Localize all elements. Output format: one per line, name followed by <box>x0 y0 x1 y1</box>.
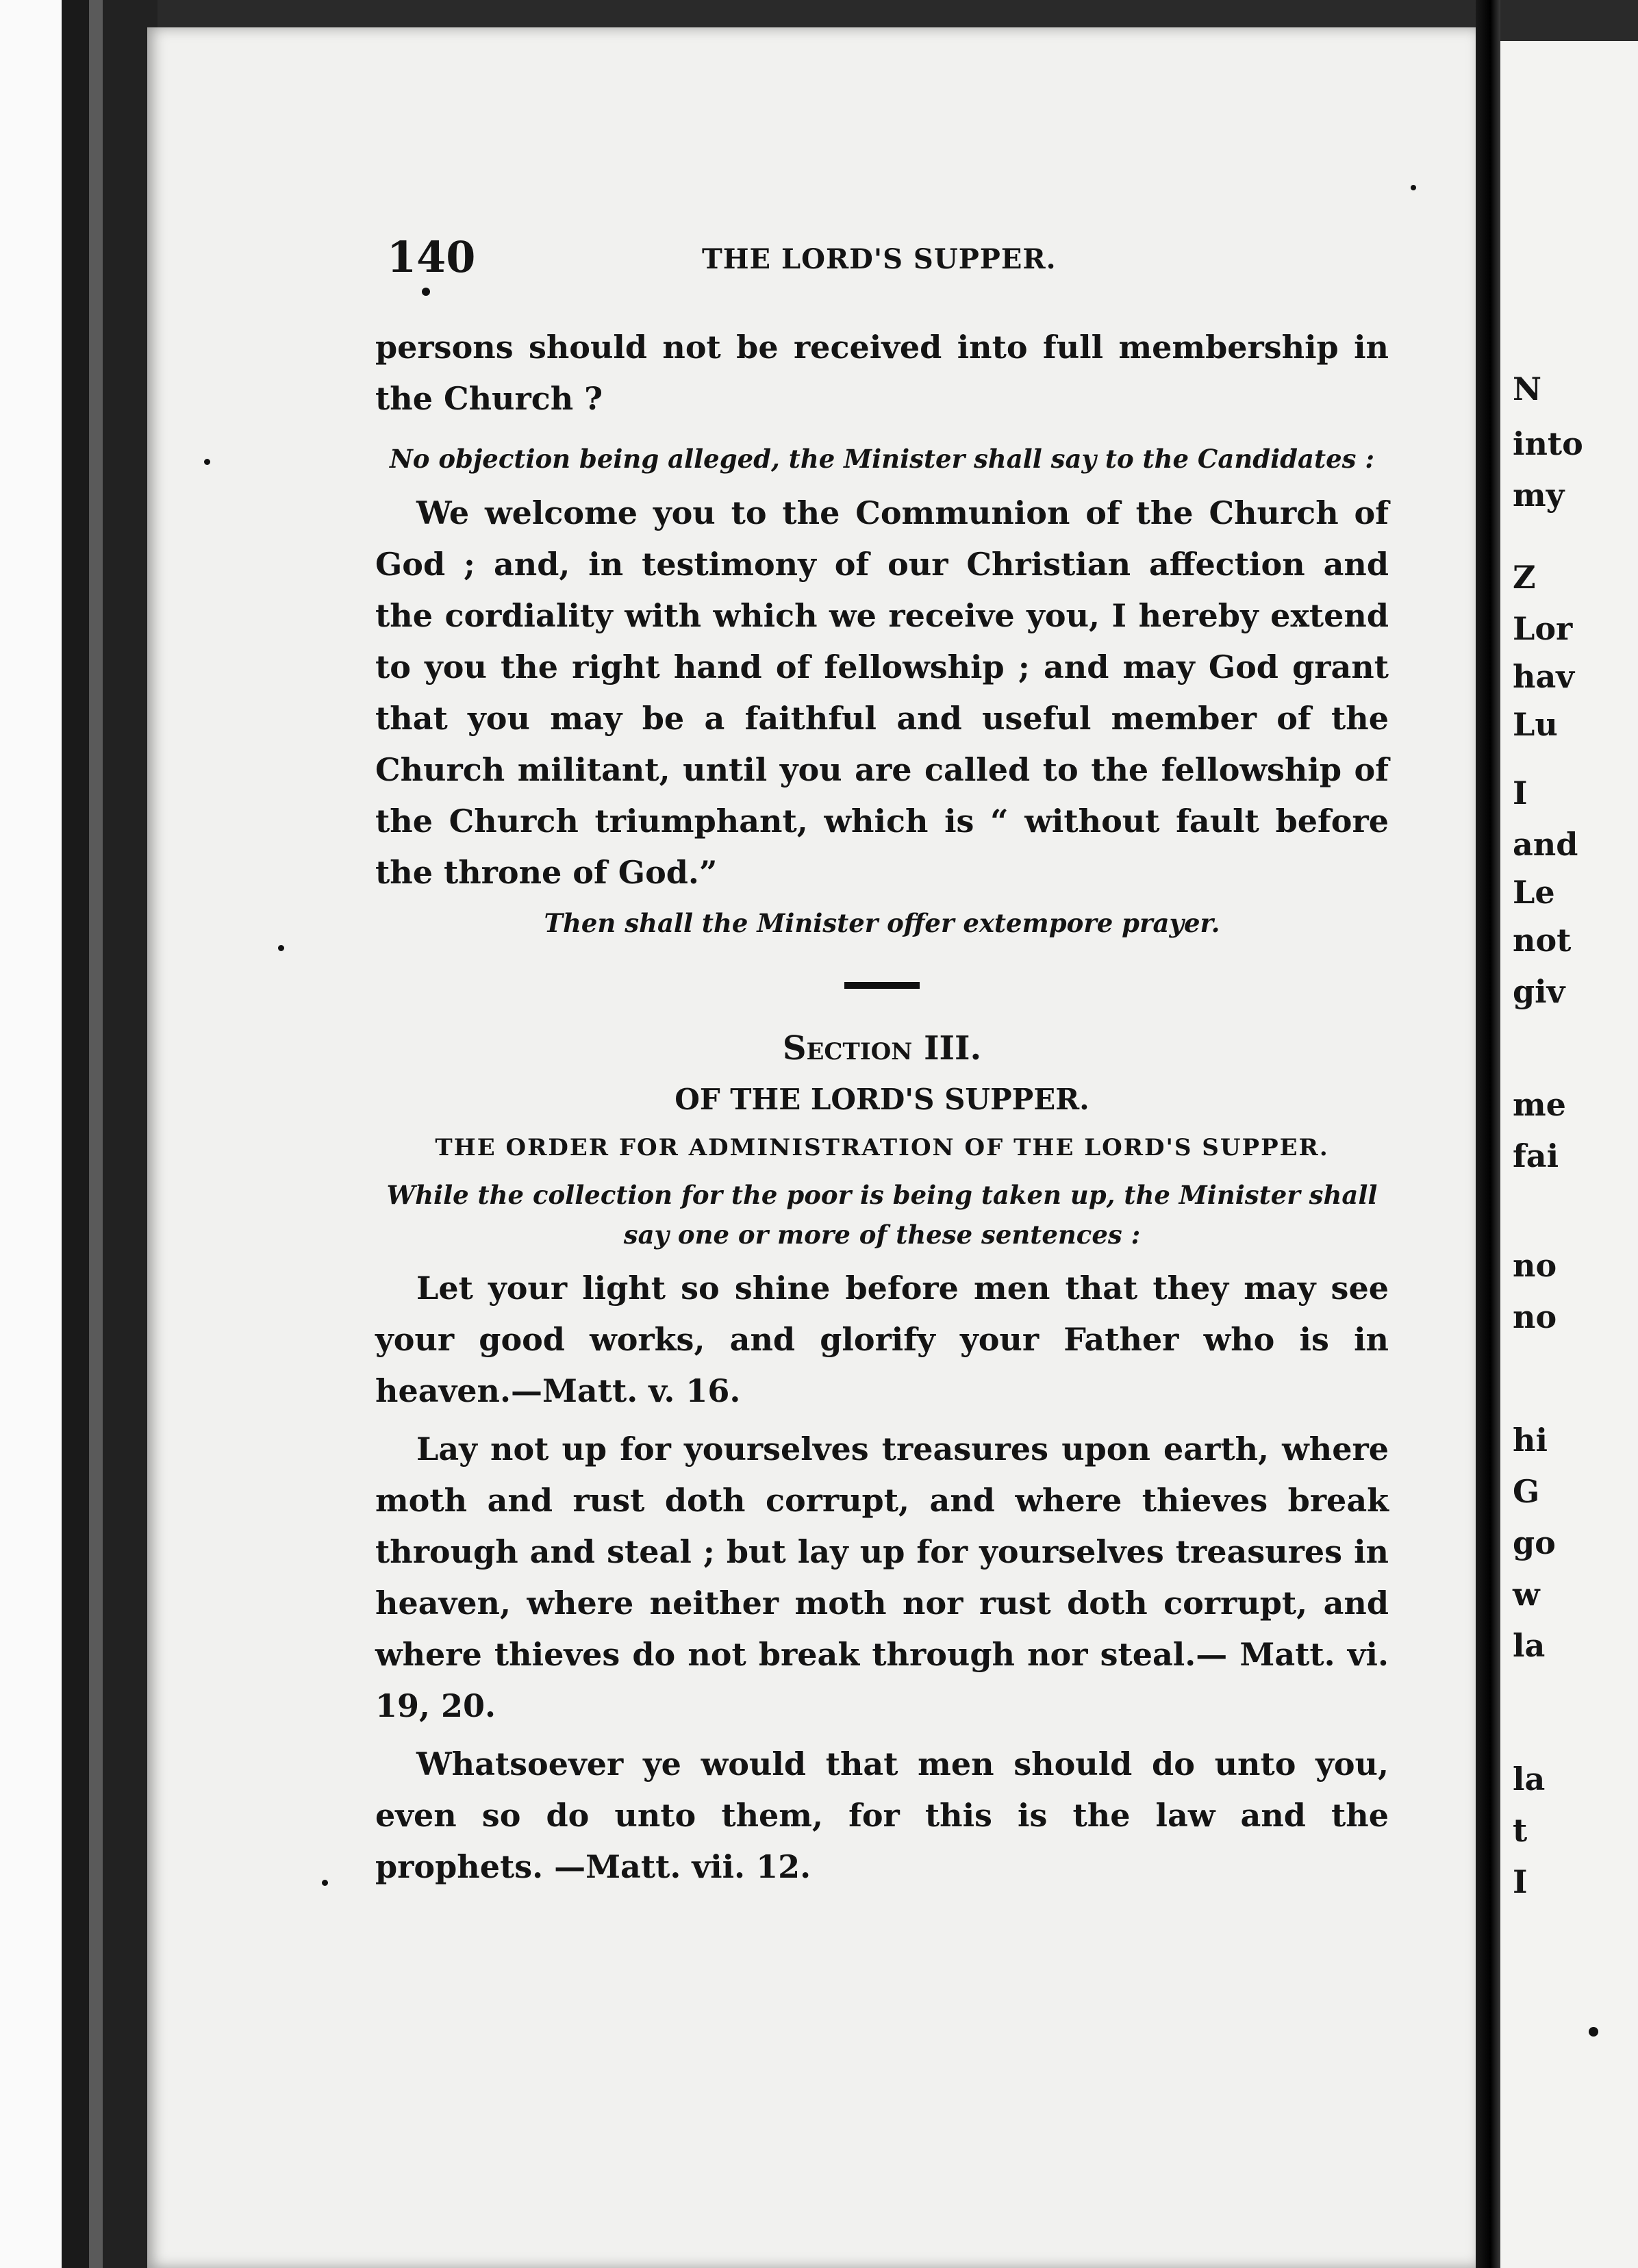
ink-speck <box>1589 2027 1598 2037</box>
facing-fragment: go <box>1513 1524 1556 1561</box>
page-body <box>375 322 1389 1893</box>
sentence-matt-7-12: Whatsoever ye would that men should do unto you, even so do unto them, for this is the law and the prophets. —Matt. vii. 12. <box>375 1746 1389 1885</box>
facing-fragment: no <box>1513 1247 1557 1284</box>
book-spine <box>0 0 158 2268</box>
ink-speck <box>278 945 284 951</box>
rubric-prayer: Then shall the Minister offer extempore prayer. <box>544 908 1220 938</box>
facing-fragment: la <box>1513 1761 1546 1798</box>
continued-paragraph: persons should not be received into full membership in the Church ? <box>375 329 1389 417</box>
facing-fragment: t <box>1513 1812 1528 1849</box>
sentence-matt-5-16: Let your light so shine before men that they may see your good works, and glorify your Father who is in heaven.—Matt. v. 16. <box>375 1270 1389 1409</box>
section-divider <box>844 982 920 989</box>
order-heading: THE ORDER FOR ADMINISTRATION OF THE LORD'S SUPPER. <box>435 1134 1329 1161</box>
facing-page <box>1500 41 1638 2268</box>
running-head: THE LORD'S SUPPER. <box>702 243 1057 275</box>
ink-speck <box>322 1880 328 1886</box>
ink-speck <box>204 459 210 465</box>
facing-fragment: la <box>1513 1627 1546 1664</box>
ink-speck <box>1411 185 1416 190</box>
facing-fragment: w <box>1513 1576 1540 1613</box>
sentence-matt-6-19: Lay not up for yourselves treasures upon earth, where moth and rust doth corrupt, and where thieves break through and steal ; but lay up for yourselves treasures in heaven, where neither moth nor rust doth corrupt, and where thieves do not break through nor steal.— Matt. vi. 19, 20. <box>375 1431 1389 1724</box>
facing-fragment: I <box>1513 774 1528 811</box>
facing-fragment: no <box>1513 1298 1557 1335</box>
rubric-candidates: No objection being alleged, the Minister shall say to the Candidates : <box>389 444 1375 474</box>
facing-fragment: Le <box>1513 874 1555 911</box>
ink-speck <box>422 288 430 296</box>
facing-fragment: I <box>1513 1863 1528 1900</box>
facing-fragment: giv <box>1513 973 1565 1010</box>
facing-fragment: N <box>1513 370 1542 407</box>
facing-fragment: Lor <box>1513 610 1573 647</box>
section-heading: OF THE LORD'S SUPPER. <box>675 1083 1089 1116</box>
facing-fragment: into <box>1513 425 1583 462</box>
facing-fragment: Lu <box>1513 706 1558 743</box>
rubric-collection: While the collection for the poor is being taken up, the Minister shall say one or more of these sentences : <box>386 1180 1378 1250</box>
facing-fragment: hav <box>1513 658 1574 695</box>
book-gutter <box>1476 0 1500 2268</box>
welcome-paragraph: We welcome you to the Communion of the Church of God ; and, in testimony of our Christian affection and the cordiality with which we receive you, I hereby extend to you the right hand of fellowship ; and may God grant that you may be a faithful and useful member of the Church militant, until you are called to the fellowship of the Church triumphant, which is “ without fault before the throne of God.” <box>375 494 1389 891</box>
facing-fragment: Z <box>1513 559 1536 596</box>
facing-fragment: me <box>1513 1086 1566 1123</box>
facing-fragment: not <box>1513 922 1572 959</box>
facing-fragment: and <box>1513 826 1578 863</box>
facing-fragment: hi <box>1513 1422 1548 1459</box>
page-header <box>387 232 1387 298</box>
facing-fragment: fai <box>1513 1137 1559 1174</box>
facing-fragment: my <box>1513 477 1565 514</box>
section-title: Section III. <box>782 1029 982 1068</box>
facing-fragment: G <box>1513 1473 1540 1510</box>
page-number: 140 <box>387 232 476 282</box>
